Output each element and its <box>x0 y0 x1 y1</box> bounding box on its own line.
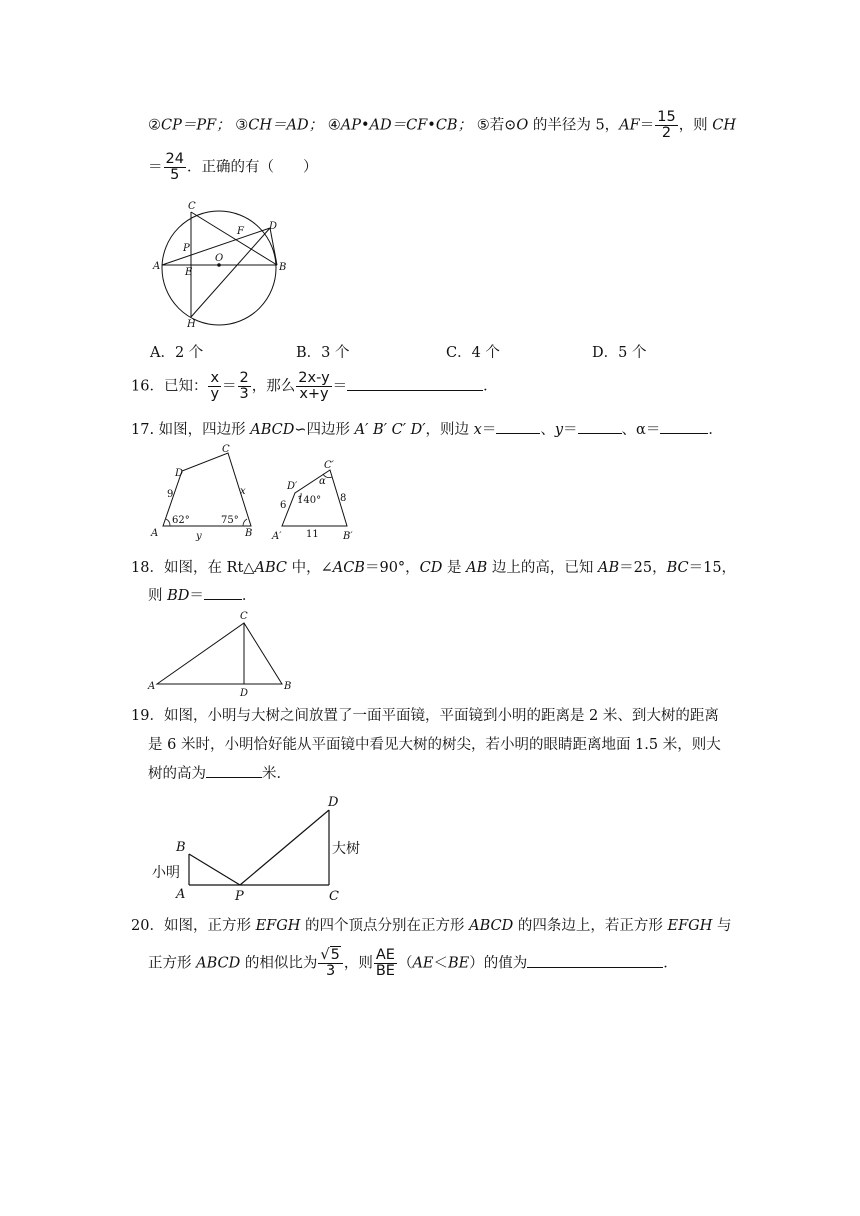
alpha-var: α <box>636 422 646 438</box>
equals: ＝ <box>645 422 661 438</box>
numerator: 15 <box>657 109 676 125</box>
statement-3: CH＝AD； <box>248 117 324 134</box>
question-tail: ．正确的有（ ） <box>186 159 318 176</box>
ab-label: AB <box>466 560 488 576</box>
fraction-x-y <box>208 371 221 402</box>
text: ＝25， <box>619 560 667 576</box>
y-var: y <box>554 422 564 438</box>
label-b: B <box>245 528 253 539</box>
mid-text: ，那么 <box>251 378 296 395</box>
text: 的四条边上，若正方形 <box>513 918 668 934</box>
denominator: BE <box>375 963 395 980</box>
period: ． <box>708 422 723 438</box>
angle-62: 62° <box>172 515 190 526</box>
similar-text: ∽四边形 <box>294 422 355 438</box>
text: 正方形 <box>148 955 197 972</box>
fraction-2-3 <box>238 371 251 402</box>
circle-o: O <box>516 117 529 134</box>
radicand: 5 <box>330 947 340 963</box>
label-d: D <box>269 221 278 232</box>
q19-mirror-figure <box>148 790 368 905</box>
equals: ＝ <box>189 588 204 604</box>
label-b: B <box>284 681 292 692</box>
ratio-blank[interactable] <box>527 953 663 968</box>
choice-c[interactable]: C．4 个 <box>446 345 500 361</box>
text: 是 <box>442 560 467 576</box>
label-f: F <box>237 226 244 237</box>
alpha-blank[interactable] <box>660 419 708 434</box>
x-var: x <box>473 422 482 438</box>
question-18-line2 <box>148 584 256 605</box>
denominator: 5 <box>170 167 180 184</box>
period: ． <box>483 378 498 395</box>
denominator: y <box>210 386 220 403</box>
side-right-x: x <box>240 486 246 497</box>
efgh-label: EFGH <box>255 918 301 934</box>
q18-right-triangle-figure <box>148 608 298 698</box>
efgh-label: EFGH <box>667 918 713 934</box>
q15-statement-line1 <box>148 110 736 141</box>
af-label: AF <box>619 117 640 134</box>
label-c: C <box>240 611 248 622</box>
statement-5-mid: 的半径为 5， <box>528 117 620 134</box>
fraction-24-5 <box>164 152 186 183</box>
label-d: D <box>175 468 184 479</box>
ae-label: AE <box>412 955 434 972</box>
period: ． <box>241 588 257 604</box>
text: 树的高为 <box>148 766 206 782</box>
label-a: A <box>151 528 159 539</box>
question-number: 19． <box>131 708 164 724</box>
text: ＝90°， <box>364 560 420 576</box>
label-a: A <box>148 681 156 692</box>
question-number: 18． <box>131 560 164 576</box>
label-d-prime: D′ <box>287 481 298 492</box>
answer-blank[interactable] <box>347 376 483 391</box>
less-than: ＜ <box>433 955 448 972</box>
question-number: 17. <box>131 422 155 438</box>
label-c: C <box>188 201 196 212</box>
label-c-prime: C′ <box>324 460 334 471</box>
bc-label: BC <box>666 560 689 576</box>
denominator: 2 <box>661 125 672 142</box>
abcd-prime-label: A′ B′ C′ D′ <box>354 422 426 438</box>
circled-four: ④ <box>327 117 341 134</box>
prefix: 已知： <box>163 378 208 395</box>
equals: ＝ <box>222 378 237 395</box>
text: 边上的高，已知 <box>487 560 598 576</box>
side-left-9: 9 <box>167 489 174 500</box>
ch-label: CH <box>712 117 737 134</box>
label-xiaoming: 小明 <box>152 865 180 881</box>
label-e: E <box>185 267 193 278</box>
question-number: 16． <box>131 378 164 395</box>
label-p: P <box>183 243 190 254</box>
circled-three: ③ <box>235 117 249 134</box>
label-p: P <box>235 889 244 904</box>
question-20-line1 <box>131 914 731 935</box>
question-19-line3 <box>148 762 291 783</box>
numerator: 2x-y <box>298 370 330 386</box>
fraction-expression <box>296 371 331 402</box>
question-20-line2 <box>148 948 678 979</box>
statement-5-prefix: 若⊙ <box>489 117 517 134</box>
q17-quadrilateral-abcd-prime <box>272 460 367 544</box>
then-text: ，则 <box>678 117 713 134</box>
text: 如图，小明与大树之间放置了一面平面镜，平面镜到小明的距离是 2 米、到大树的距离 <box>163 708 719 724</box>
angle-140: 140° <box>297 495 322 506</box>
text: ＝15， <box>688 560 737 576</box>
circled-two: ② <box>148 117 161 134</box>
label-a-prime: A′ <box>272 531 282 542</box>
question-number: 20． <box>131 918 164 934</box>
bd-blank[interactable] <box>204 585 242 600</box>
label-a: A <box>176 887 186 902</box>
text: 与 <box>712 918 732 934</box>
ab-label: AB <box>597 560 620 576</box>
fraction-ae-be <box>374 948 397 979</box>
statement-2: CP＝PF； <box>161 117 231 134</box>
denominator: 3 <box>239 386 249 403</box>
abcd-label: ABCD <box>196 955 241 972</box>
label-b-prime: B′ <box>343 531 353 542</box>
circled-five: ⑤ <box>476 117 490 134</box>
equals: ＝ <box>481 422 497 438</box>
abc-label: ABC <box>254 560 287 576</box>
x-blank[interactable] <box>496 419 540 434</box>
side-left-6: 6 <box>280 500 287 511</box>
bottom-y: y <box>196 531 202 542</box>
label-d: D <box>240 688 249 699</box>
text: 中，∠ <box>286 560 333 576</box>
side-right-8: 8 <box>340 493 347 504</box>
y-blank[interactable] <box>578 419 622 434</box>
fraction-15-2 <box>655 110 677 141</box>
separator: 、 <box>621 422 637 438</box>
text: 如图，在 Rt△ <box>163 560 255 576</box>
label-a: A <box>153 261 161 272</box>
separator: 、 <box>540 422 555 438</box>
be-label: BE <box>448 955 470 972</box>
statement-4: AP•AD＝CF•CB； <box>340 117 473 134</box>
q15-circle-figure <box>150 200 300 335</box>
equals: ＝ <box>148 159 163 176</box>
equals: ＝ <box>639 117 655 134</box>
numerator: 2 <box>239 370 249 386</box>
label-d: D <box>328 795 339 810</box>
label-c: C <box>222 444 230 455</box>
text: ，则 <box>343 955 373 972</box>
acb-label: ACB <box>332 560 365 576</box>
choice-a[interactable]: A．2 个 <box>150 345 204 361</box>
period: ． <box>663 955 678 972</box>
angle-alpha: α <box>319 476 326 487</box>
label-o: O <box>215 253 224 264</box>
question-18-line1 <box>131 556 736 577</box>
sqrt-numerator: √5 <box>318 948 342 964</box>
question-17 <box>131 418 723 439</box>
denominator: 3 <box>325 963 336 980</box>
label-tree: 大树 <box>332 841 360 857</box>
abcd-label: ABCD <box>250 422 295 438</box>
bottom-11: 11 <box>306 529 319 540</box>
numerator: AE <box>374 948 397 964</box>
numerator: x <box>210 370 220 386</box>
fraction-root5-over-3 <box>318 948 342 979</box>
text: 如图，四边形 <box>158 422 251 438</box>
bd-label: BD <box>167 588 190 604</box>
equals: ＝ <box>332 378 348 395</box>
tree-height-blank[interactable] <box>206 763 262 778</box>
choice-d[interactable]: D．5 个 <box>592 345 647 361</box>
label-b: B <box>176 840 186 855</box>
q15-statement-line2 <box>148 152 317 183</box>
label-b: B <box>279 262 287 273</box>
label-c: C <box>329 889 339 904</box>
question-16 <box>131 371 498 402</box>
denominator: x+y <box>299 386 329 403</box>
text: 是 6 米时，小明恰好能从平面镜中看见大树的树尖，若小明的眼睛距离地面 1.5 米，则大 <box>148 737 721 753</box>
text: （ <box>397 955 413 972</box>
text: ）的值为 <box>469 955 528 972</box>
text: 米． <box>262 766 291 782</box>
label-h: H <box>187 319 196 330</box>
text: 则 <box>148 588 168 604</box>
question-19-line1 <box>131 704 719 725</box>
q17-quadrilateral-abcd <box>148 444 268 544</box>
angle-75: 75° <box>221 515 239 526</box>
abcd-label: ABCD <box>469 918 514 934</box>
text: 的相似比为 <box>240 955 318 972</box>
text: 如图，正方形 <box>163 918 256 934</box>
text: ，则边 <box>425 422 474 438</box>
equals: ＝ <box>563 422 578 438</box>
text: 的四个顶点分别在正方形 <box>300 918 470 934</box>
cd-label: CD <box>419 560 443 576</box>
question-19-line2 <box>148 733 721 754</box>
choice-b[interactable]: B．3 个 <box>296 345 350 361</box>
numerator: 24 <box>165 151 184 167</box>
